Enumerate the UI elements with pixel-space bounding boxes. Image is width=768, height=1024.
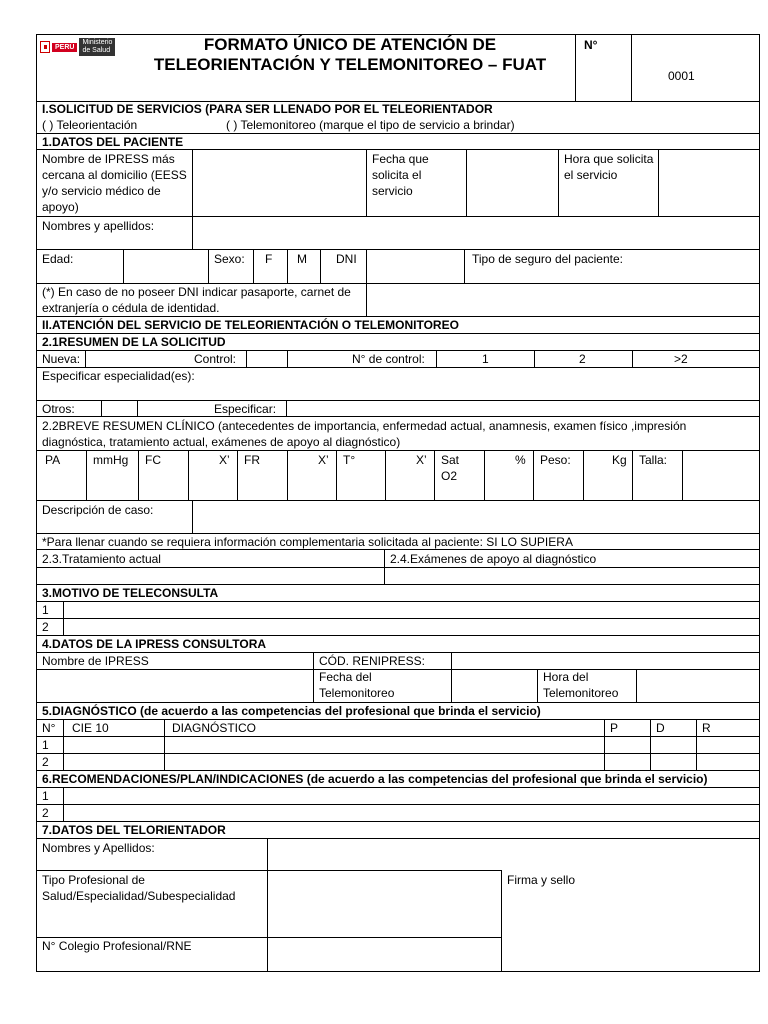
section-2-title: II.ATENCIÓN DEL SERVICIO DE TELEORIENTACIÓN O TELEMONITOREO	[42, 318, 459, 332]
pa-label: PA	[45, 453, 61, 467]
logo-ministry-text: Ministerio de Salud	[79, 38, 115, 56]
request-time-label: Hora que solicita el servicio	[564, 152, 654, 182]
reason-row-2-number: 2	[42, 620, 49, 634]
sex-m-option[interactable]: M	[297, 252, 307, 266]
diagnosis-row-2-number: 2	[42, 755, 49, 769]
diagnosis-row-1-number: 1	[42, 738, 49, 752]
diagnosis-col-d: D	[656, 721, 665, 735]
telemonitoring-date-label: Fecha del Telemonitoreo	[319, 670, 395, 700]
teleorientador-name-label: Nombres y Apellidos:	[42, 841, 155, 855]
signature-label: Firma y sello	[507, 873, 576, 887]
request-date-label: Fecha que solicita el servicio	[372, 152, 429, 198]
clinical-summary-title-line1: 2.2BREVE RESUMEN CLÍNICO (antecedentes de importancia, enfermedad actual, anamnesis, examen físico ,impresión	[42, 419, 687, 433]
recommendation-row-2-number: 2	[42, 806, 49, 820]
diagnosis-col-p: P	[610, 721, 619, 735]
recommendations-title: 6.RECOMENDACIONES/PLAN/INDICACIONES (de acuerdo a las competencias del profesional que brinda el servicio)	[42, 772, 708, 786]
logo-peru-text: PERÚ	[52, 43, 77, 52]
temp-label: T°	[343, 453, 356, 467]
fc-unit-label: X’	[219, 453, 230, 467]
telemonitoring-time-label: Hora del Telemonitoreo	[543, 670, 619, 700]
control-option-2[interactable]: 2	[579, 352, 586, 366]
height-label: Talla:	[639, 453, 668, 467]
weight-unit-label: Kg	[612, 453, 627, 467]
fr-unit-label: X’	[318, 453, 329, 467]
current-treatment-label: 2.3.Tratamiento actual	[42, 552, 161, 566]
insurance-type-label: Tipo de seguro del paciente:	[472, 252, 623, 266]
teleorientador-title: 7.DATOS DEL TELORIENTADOR	[42, 823, 226, 837]
specify-label: Especificar:	[214, 402, 277, 416]
case-description-label: Descripción de caso:	[42, 503, 154, 517]
temp-unit-label: X’	[416, 453, 427, 467]
mmhg-label: mmHg	[93, 453, 129, 467]
consultant-ipress-name-label: Nombre de IPRESS	[42, 654, 149, 668]
control-option-1[interactable]: 1	[482, 352, 489, 366]
control-label: Control:	[194, 352, 237, 366]
teleconsult-reason-title: 3.MOTIVO DE TELECONSULTA	[42, 586, 219, 600]
sat-unit-label: %	[515, 453, 526, 467]
specialty-label: Especificar especialidad(es):	[42, 369, 195, 383]
recommendation-row-1-number: 1	[42, 789, 49, 803]
dni-label: DNI	[336, 252, 357, 266]
diagnosis-col-r: R	[702, 721, 711, 735]
option-telemonitoreo[interactable]: ( ) Telemonitoreo (marque el tipo de servicio a brindar)	[226, 118, 515, 132]
flag-icon	[40, 41, 50, 53]
sex-label: Sexo:	[214, 252, 245, 266]
professional-college-label: N° Colegio Profesional/RNE	[42, 939, 192, 953]
request-summary-title: 2.1RESUMEN DE LA SOLICITUD	[42, 335, 226, 349]
dni-note: (*) En caso de no poseer DNI indicar pasaporte, carnet de extranjería o cédula de identidad.	[42, 285, 351, 315]
diagnostic-exams-label: 2.4.Exámenes de apoyo al diagnóstico	[390, 552, 597, 566]
supplementary-note: *Para llenar cuando se requiera información complementaria solicitada al paciente: SI LO SUPIERA	[42, 535, 573, 549]
ipress-label: Nombre de IPRESS más cercana al domicilio (EESS y/o servicio médico de apoyo)	[42, 152, 187, 214]
control-number-label: N° de control:	[352, 352, 425, 366]
clinical-summary-title-line2: diagnóstica, tratamiento actual, exámenes de apoyo al diagnóstico)	[42, 435, 401, 449]
form-number: 0001	[668, 69, 695, 83]
sex-f-option[interactable]: F	[265, 252, 273, 266]
patient-section-title: 1.DATOS DEL PACIENTE	[42, 135, 184, 149]
diagnosis-col-number: N°	[42, 721, 56, 735]
consultant-ipress-title: 4.DATOS DE LA IPRESS CONSULTORA	[42, 637, 267, 651]
patient-name-label: Nombres y apellidos:	[42, 219, 155, 233]
option-teleorientacion[interactable]: ( ) Teleorientación	[42, 118, 138, 132]
diagnosis-col-cie10: CIE 10	[72, 721, 109, 735]
reason-row-1-number: 1	[42, 603, 49, 617]
control-option-gt2[interactable]: >2	[674, 352, 688, 366]
form-title: FORMATO ÚNICO DE ATENCIÓN DE TELEORIENTACIÓN Y TELEMONITOREO – FUAT	[153, 35, 547, 74]
ministry-logo	[40, 38, 128, 56]
diagnosis-col-diagnostico: DIAGNÓSTICO	[172, 721, 257, 735]
sat-label: Sat O2	[441, 453, 460, 483]
professional-type-label: Tipo Profesional de Salud/Especialidad/Subespecialidad	[42, 873, 236, 903]
fr-label: FR	[244, 453, 260, 467]
age-label: Edad:	[42, 252, 74, 266]
diagnosis-title: 5.DIAGNÓSTICO (de acuerdo a las competencias del profesional que brinda el servicio)	[42, 704, 541, 718]
section-1-title: I.SOLICITUD DE SERVICIOS (PARA SER LLENADO POR EL TELEORIENTADOR	[42, 102, 493, 116]
others-label: Otros:	[42, 402, 75, 416]
renipress-code-label: CÓD. RENIPRESS:	[319, 654, 426, 668]
new-label: Nueva:	[42, 352, 81, 366]
fc-label: FC	[145, 453, 161, 467]
weight-label: Peso:	[540, 453, 571, 467]
number-label: N°	[584, 38, 598, 52]
